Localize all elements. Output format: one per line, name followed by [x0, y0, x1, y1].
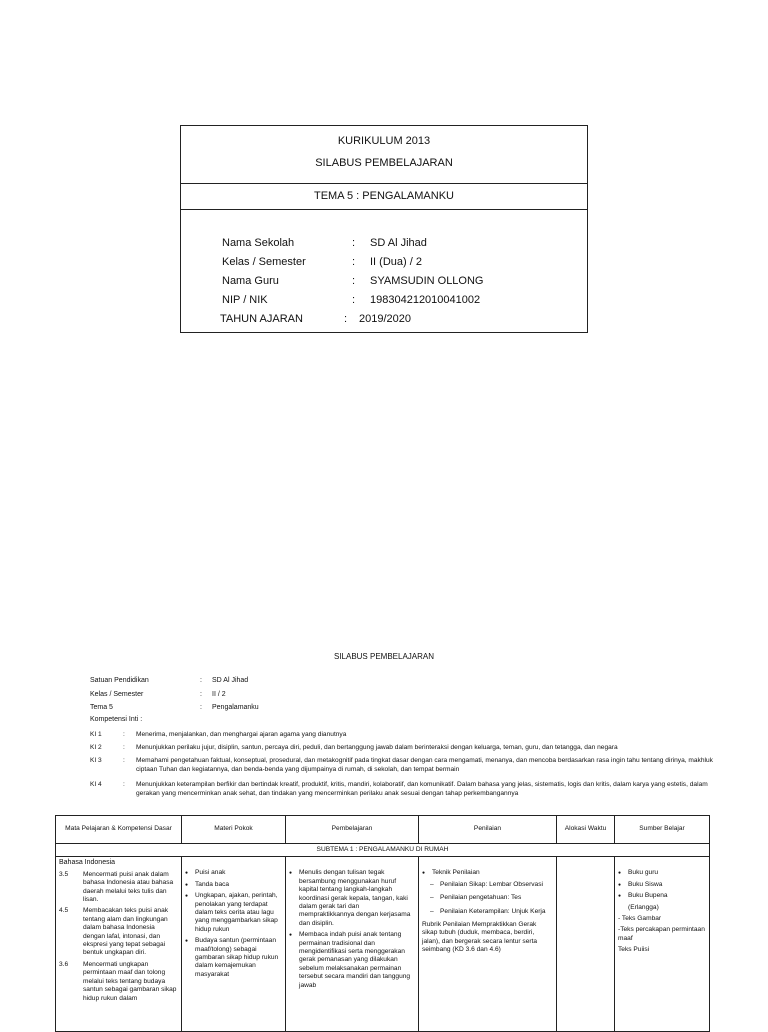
info-sep: :	[352, 294, 356, 306]
meta-value: II / 2	[212, 691, 226, 698]
table-row	[56, 857, 710, 1032]
header-cell: Mata Pelajaran & Kompetensi Dasar	[56, 816, 182, 844]
cover-header	[181, 126, 587, 184]
meta-label: Tema 5	[90, 704, 113, 711]
info-sep: :	[344, 313, 348, 325]
pembelajaran-cell	[286, 857, 419, 1032]
kd-text: Membacakan teks puisi anak tentang alam dan lingkungan dalam bahasa Indonesia dengan lafal, intonasi, dan ekspresi yang tepat sebagai bentuk ungkapan diri.	[83, 907, 169, 957]
info-value: SYAMSUDIN OLLONG	[370, 275, 484, 287]
list-item: ● Ungkapan, ajakan, perintah, penolakan yang terdapat dalam teks cerita atau lagu yang menggambarkan sikap hidup rukun	[185, 892, 282, 934]
header-cell: Pembelajaran	[286, 816, 419, 844]
list-item: ● Buku guru	[618, 869, 706, 877]
info-sep: :	[352, 275, 356, 287]
syllabus-heading: SILABUS PEMBELAJARAN	[333, 652, 435, 661]
list-item: ● Teknik Penilaian	[422, 869, 553, 877]
materi-cell	[182, 857, 286, 1032]
info-label: Nama Guru	[222, 275, 279, 287]
subtema-row	[56, 844, 710, 857]
kd-text: Mencermati puisi anak dalam bahasa Indonesia atau bahasa daerah melalui teks tulis dan lisan.	[83, 870, 174, 904]
meta-value: SD Al Jihad	[212, 677, 249, 684]
ki-text: Memahami pengetahuan faktual, konseptual, prosedural, dan metakognitif pada tingkat dasar dengan cara mengamati, menanya, dan mencoba berdasarkan rasa ingin tahu tentang dirinya, makhluk ciptaan Tuhan dan kegiatannya, dan benda-benda yang dijumpainya di rumah, di sekolah, dan tempat bermain	[136, 757, 713, 773]
list-item: ● Budaya santun (permintaan maaf/tolong) sebagai gambaran sikap hidup rukun dalam kemajemukan masyarakat	[185, 937, 282, 979]
info-label: NIP / NIK	[222, 294, 268, 306]
ki-code: KI 3	[90, 757, 102, 764]
ki-code: KI 4	[90, 781, 102, 788]
header-cell: Materi Pokok	[182, 816, 286, 844]
ki-sep: :	[123, 731, 125, 738]
info-label: Nama Sekolah	[222, 237, 295, 249]
subject-name: Bahasa Indonesia	[59, 859, 116, 867]
kd-number: 4.5	[59, 907, 69, 915]
list-item: – Penilaian Sikap: Lembar Observasi	[430, 881, 553, 889]
header-cell: Sumber Belajar	[615, 816, 710, 844]
info-value: 198304212010041002	[370, 294, 481, 306]
curriculum-title: KURIKULUM 2013	[337, 135, 431, 147]
table-header-row	[56, 816, 710, 844]
info-value: II (Dua) / 2	[370, 256, 422, 268]
ki-code: KI 1	[90, 731, 102, 738]
source-text: - Teks Gambar	[618, 915, 662, 923]
ki-sep: :	[123, 757, 125, 764]
list-item: ● Puisi anak	[185, 869, 282, 877]
meta-sep: :	[200, 677, 202, 684]
subtema-title: SUBTEMA 1 : PENGALAMANKU DI RUMAH	[56, 844, 710, 857]
syllabus-table	[55, 815, 710, 1032]
cover-box	[180, 125, 588, 333]
sumber-cell	[615, 857, 710, 1032]
list-item: – Penilaian Keterampilan: Unjuk Kerja	[430, 908, 553, 916]
syllabus-title: SILABUS PEMBELAJARAN	[315, 157, 453, 169]
ki-heading-text: Kompetensi Inti :	[90, 716, 143, 723]
list-item: – Penilaian pengetahuan: Tes	[430, 894, 553, 902]
kd-item	[59, 871, 178, 905]
ki-code: KI 2	[90, 744, 102, 751]
ki-text: Menerima, menjalankan, dan menghargai ajaran agama yang dianutnya	[136, 731, 347, 738]
list-item: ● Buku Siswa	[618, 881, 706, 889]
ki-text: Menunjukkan perilaku jujur, disiplin, santun, percaya diri, peduli, dan bertanggung jawab dalam berinteraksi dengan keluarga, teman, guru, dan tetangga, dan negara	[136, 744, 618, 751]
header-cell: Alokasi Waktu	[557, 816, 615, 844]
ki-sep: :	[123, 744, 125, 751]
kd-cell	[56, 857, 182, 1032]
penilaian-cell	[419, 857, 557, 1032]
meta-sep: :	[200, 704, 202, 711]
theme-title: TEMA 5 : PENGALAMANKU	[181, 184, 587, 210]
header-cell: Penilaian	[419, 816, 557, 844]
kd-item	[59, 961, 178, 1003]
source-text: (Erlangga)	[628, 903, 659, 911]
info-sep: :	[352, 256, 356, 268]
kd-item	[59, 907, 178, 957]
kd-text: Mencermati ungkapan permintaan maaf dan tolong melalui teks tentang budaya santun sebagai gambaran sikap hidup rukun dalam	[83, 960, 177, 1002]
info-sep: :	[352, 237, 356, 249]
info-label: Kelas / Semester	[222, 256, 306, 268]
info-label: TAHUN AJARAN	[220, 313, 303, 325]
source-text: -Teks percakapan permintaan maaf	[618, 926, 705, 942]
info-value: SD Al Jihad	[370, 237, 427, 249]
source-text: Teks Puiisi	[618, 946, 650, 954]
ki-text: Menunjukkan keterampilan berfikir dan bertindak kreatif, produktif, kritis, mandiri, kolaboratif, dan komunikatif. Dalam bahasa yang jelas, sistematis, logis dan kritis, dalam karya yang estetis, dalam gerakan yang mencerminkan anak sehat, dan tindakan yang mencerminkan perilaku anak sesuai dengan tahap perkembangannya	[136, 781, 708, 797]
ki-sep: :	[123, 781, 125, 788]
alokasi-cell	[557, 857, 615, 1032]
meta-value: Pengalamanku	[212, 704, 259, 711]
meta-label: Kelas / Semester	[90, 691, 144, 698]
rubric-text: Rubrik Penilaian Mempraktikkan Gerak sikap tubuh (duduk, membaca, berdiri, jalan), dan bergerak secara lentur serta seimbang (KD 3.6 dan 4.6)	[422, 921, 538, 954]
list-item: ● Menulis dengan tulisan tegak bersambung menggunakan huruf kapital tentang langkah-langkah koordinasi gerak kepala, tangan, kaki dalam gerak tari dan mempraktikkannya dengan kerjasama dan disiplin.	[289, 869, 415, 928]
kd-number: 3.6	[59, 960, 69, 968]
meta-label: Satuan Pendidikan	[90, 677, 149, 684]
meta-sep: :	[200, 691, 202, 698]
list-item: ● Tanda baca	[185, 881, 282, 889]
list-item: ● Membaca indah puisi anak tentang permainan tradisional dan mengidentifikasi serta menggerakan gerak pemanasan yang dilakukan sebelum melaksanakan permainan tersebut secara mandiri dan tanggung jawab	[289, 931, 415, 990]
info-value: 2019/2020	[359, 313, 411, 325]
kd-number: 3.5	[59, 870, 69, 878]
list-item: ● Buku Bupena	[618, 892, 706, 900]
